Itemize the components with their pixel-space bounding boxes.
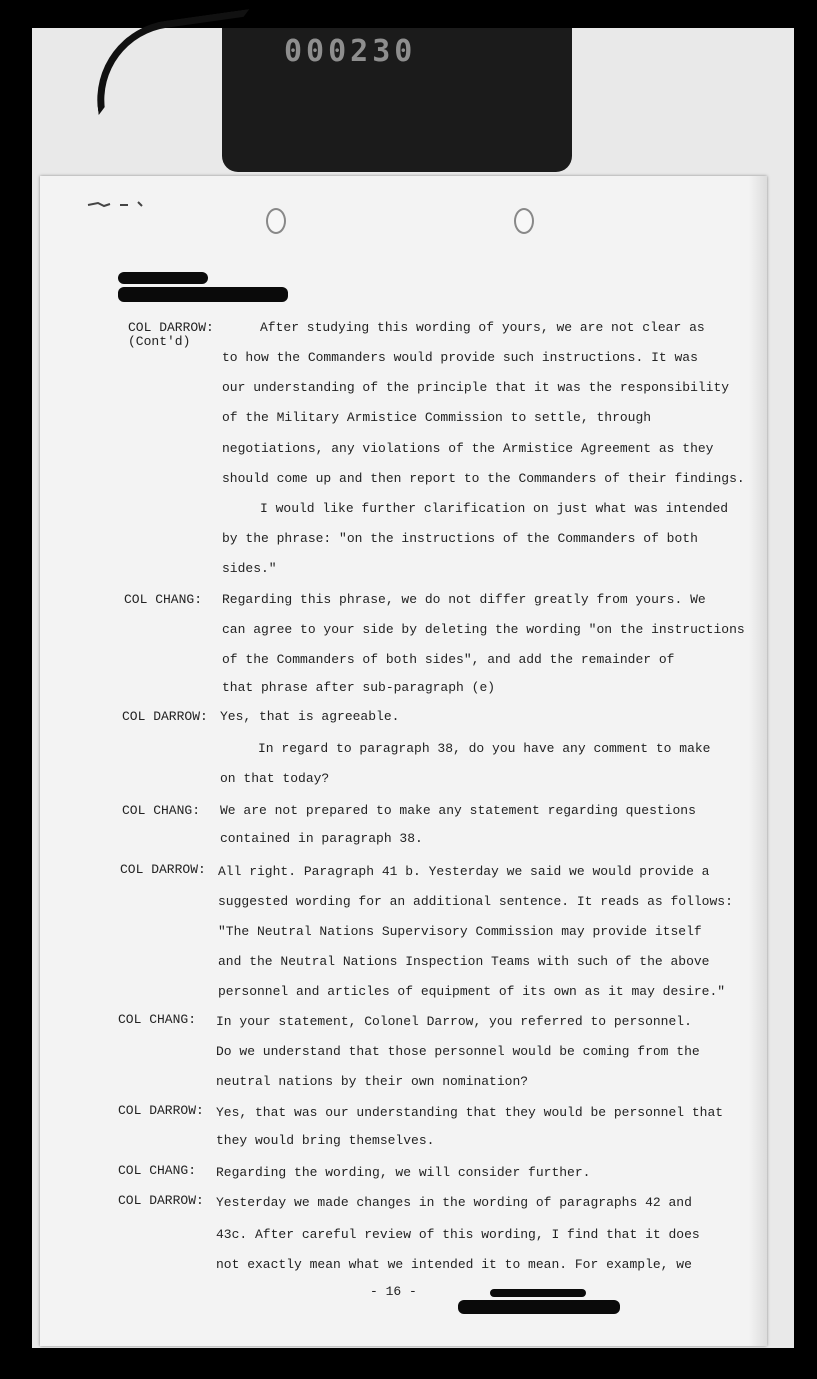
transcript-line: they would bring themselves. xyxy=(216,1133,435,1148)
transcript-line: I would like further clarification on just what was intended xyxy=(260,501,729,516)
transcript-line: 43c. After careful review of this wording, I find that it does xyxy=(216,1227,700,1242)
transcript-line: We are not prepared to make any statement regarding questions xyxy=(220,803,696,818)
speaker-label: COL CHANG: xyxy=(124,592,203,607)
transcript-line: that phrase after sub-paragraph (e) xyxy=(222,680,496,695)
transcript-line: Do we understand that those personnel would be coming from the xyxy=(216,1044,700,1059)
speaker-label: COL DARROW: xyxy=(120,862,206,877)
speaker-continued-label: (Cont'd) xyxy=(128,334,191,349)
transcript-line: on that today? xyxy=(220,771,330,786)
transcript-line: In your statement, Colonel Darrow, you referred to personnel. xyxy=(216,1014,692,1029)
transcript-line: can agree to your side by deleting the wording "on the instructions xyxy=(222,622,745,637)
frame-counter xyxy=(222,28,572,172)
transcript-line: of the Military Armistice Commission to settle, through xyxy=(222,410,652,425)
transcript-line: to how the Commanders would provide such instructions. It was xyxy=(222,350,698,365)
redaction-bar xyxy=(118,272,208,284)
speaker-label: COL DARROW: xyxy=(122,709,208,724)
transcript-line: negotiations, any violations of the Armistice Agreement as they xyxy=(222,441,714,456)
transcript-line: personnel and articles of equipment of its own as it may desire." xyxy=(218,984,726,999)
transcript-line: Yes, that was our understanding that they would be personnel that xyxy=(216,1105,724,1120)
transcript-line: by the phrase: "on the instructions of the Commanders of both xyxy=(222,531,698,546)
punch-hole-right xyxy=(514,208,534,234)
speaker-label: COL DARROW: xyxy=(128,320,214,335)
transcript-line: All right. Paragraph 41 b. Yesterday we said we would provide a xyxy=(218,864,710,879)
transcript-line: In regard to paragraph 38, do you have any comment to make xyxy=(258,741,711,756)
redaction-bar xyxy=(118,287,288,302)
speaker-label: COL DARROW: xyxy=(118,1103,204,1118)
transcript-line: suggested wording for an additional sentence. It reads as follows: xyxy=(218,894,733,909)
punch-hole-left xyxy=(266,208,286,234)
transcript-line: of the Commanders of both sides", and add the remainder of xyxy=(222,652,675,667)
redaction-bar xyxy=(458,1300,620,1314)
frame-counter-digits: 000230 xyxy=(284,34,417,69)
transcript-line: Yesterday we made changes in the wording of paragraphs 42 and xyxy=(216,1195,692,1210)
transcript-line: "The Neutral Nations Supervisory Commission may provide itself xyxy=(218,924,702,939)
speaker-label: COL CHANG: xyxy=(118,1163,197,1178)
transcript-line: Yes, that is agreeable. xyxy=(220,709,400,724)
transcript-line: our understanding of the principle that it was the responsibility xyxy=(222,380,730,395)
speaker-label: COL DARROW: xyxy=(118,1193,204,1208)
redaction-bar xyxy=(490,1289,586,1297)
speaker-label: COL CHANG: xyxy=(122,803,201,818)
scribble-mark xyxy=(86,200,146,208)
speaker-label: COL CHANG: xyxy=(118,1012,197,1027)
transcript-line: and the Neutral Nations Inspection Teams with such of the above xyxy=(218,954,710,969)
transcript-line: Regarding the wording, we will consider further. xyxy=(216,1165,591,1180)
transcript-line: neutral nations by their own nomination? xyxy=(216,1074,529,1089)
transcript-line: sides." xyxy=(222,561,277,576)
transcript-line: contained in paragraph 38. xyxy=(220,831,423,846)
transcript-line: should come up and then report to the Commanders of their findings. xyxy=(222,471,745,486)
page-number: - 16 - xyxy=(370,1284,417,1299)
transcript-line: After studying this wording of yours, we are not clear as xyxy=(260,320,705,335)
transcript-line: Regarding this phrase, we do not differ greatly from yours. We xyxy=(222,592,706,607)
transcript-line: not exactly mean what we intended it to mean. For example, we xyxy=(216,1257,692,1272)
